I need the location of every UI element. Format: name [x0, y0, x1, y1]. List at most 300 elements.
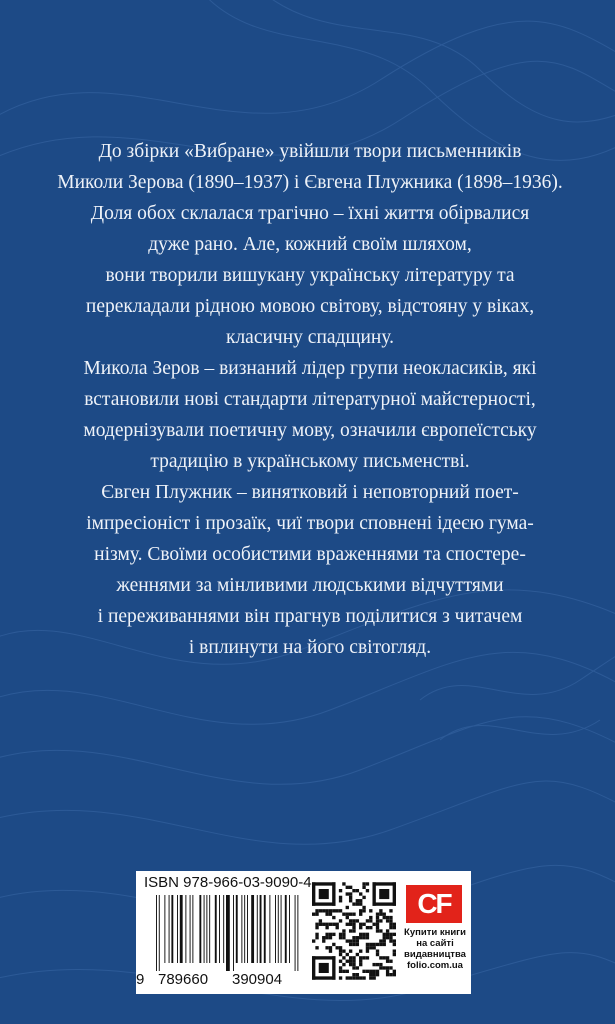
qr-module — [312, 913, 315, 916]
blurb-line: Євген Плужник – винятковий і неповторний поет- — [101, 482, 519, 503]
qr-module — [379, 939, 382, 942]
barcode-bar — [236, 895, 238, 963]
barcode-bar — [185, 895, 186, 963]
qr-module — [339, 896, 342, 899]
qr-module — [376, 929, 379, 932]
qr-module — [383, 936, 386, 939]
qr-module — [369, 976, 372, 979]
qr-module — [356, 899, 359, 902]
qr-module — [389, 923, 392, 926]
qr-module — [376, 949, 379, 952]
qr-module — [349, 923, 352, 926]
publisher-buy-note — [402, 927, 468, 971]
qr-module — [332, 923, 335, 926]
qr-module — [332, 916, 335, 919]
qr-module — [322, 909, 325, 912]
blurb-line: нізму. Своїми особистими враженнями та спостере- — [94, 544, 526, 565]
buy-line: на сайті — [416, 938, 454, 949]
qr-module — [359, 976, 362, 979]
qr-module — [319, 909, 322, 912]
qr-module — [339, 919, 342, 922]
qr-module — [393, 923, 396, 926]
qr-module — [356, 902, 359, 905]
qr-module — [349, 956, 352, 959]
barcode-bar — [275, 895, 276, 963]
qr-module — [393, 953, 396, 956]
qr-module — [366, 882, 369, 885]
qr-module — [319, 923, 322, 926]
qr-module — [372, 882, 375, 906]
blurb-line: перекладали рідною мовою світову, відстояну у віках, — [85, 296, 535, 317]
ean-barcode — [144, 895, 302, 971]
qr-module — [372, 973, 375, 976]
barcode-bar — [233, 895, 234, 971]
barcode-bar — [269, 895, 270, 963]
qr-module — [359, 923, 362, 926]
qr-module — [389, 966, 392, 969]
qr-module — [386, 936, 389, 939]
qr-module — [325, 946, 328, 949]
qr-module — [336, 926, 339, 929]
qr-module — [325, 926, 328, 929]
qr-module — [342, 963, 345, 966]
blurb-line: женнями за мінливими людськими відчуттями — [116, 575, 504, 596]
qr-module — [366, 933, 369, 936]
qr-module — [315, 946, 318, 949]
qr-module — [366, 943, 369, 946]
qr-module — [383, 913, 386, 916]
qr-module — [332, 882, 335, 906]
qr-module — [376, 916, 379, 919]
buy-line: Купити книги — [404, 927, 466, 938]
qr-module — [352, 919, 355, 922]
qr-module — [339, 936, 342, 939]
qr-module — [362, 906, 365, 909]
qr-module — [359, 892, 362, 895]
qr-module — [376, 973, 379, 976]
qr-module — [339, 960, 342, 963]
barcode-digits-right: 390904 — [232, 971, 283, 988]
qr-module — [325, 923, 328, 926]
qr-module — [349, 919, 352, 922]
qr-module — [312, 882, 315, 906]
qr-module — [386, 919, 389, 922]
qr-module — [322, 936, 325, 939]
blurb-line: встановили нові стандарти літературної майстерності, — [84, 389, 536, 410]
qr-module — [329, 946, 332, 949]
qr-module — [359, 963, 362, 966]
qr-module — [352, 923, 355, 926]
blurb-line: і переживаннями він прагнув поділитися з читачем — [97, 606, 523, 627]
qr-module — [352, 929, 355, 932]
qr-module — [349, 929, 352, 932]
barcode-bar — [206, 895, 207, 963]
qr-module — [376, 970, 379, 973]
qr-module — [362, 933, 365, 936]
qr-module — [339, 966, 342, 969]
qr-module — [325, 913, 328, 916]
qr-module — [386, 933, 389, 936]
qr-module — [352, 889, 355, 892]
qr-module — [389, 926, 392, 929]
barcode-bar — [244, 895, 245, 963]
qr-module — [315, 913, 318, 916]
qr-module — [366, 949, 369, 952]
qr-module — [352, 926, 355, 929]
qr-module — [356, 966, 359, 969]
barcode-bar — [241, 895, 242, 963]
qr-module — [359, 913, 362, 916]
qr-module — [362, 956, 365, 959]
qr-module — [342, 956, 345, 959]
qr-module — [349, 943, 352, 946]
barcode-bar — [251, 895, 254, 963]
barcode-bar — [285, 895, 287, 963]
qr-module — [393, 949, 396, 952]
qr-module — [386, 966, 389, 969]
qr-module — [315, 909, 318, 912]
qr-module — [379, 909, 382, 912]
qr-module — [386, 970, 389, 973]
qr-module — [342, 936, 345, 939]
qr-module — [389, 919, 392, 922]
barcode-bar — [219, 895, 220, 963]
qr-module — [336, 946, 339, 949]
qr-module — [325, 933, 328, 936]
qr-module — [349, 963, 352, 966]
qr-module — [369, 926, 372, 929]
qr-module — [356, 953, 359, 956]
qr-module — [376, 919, 379, 922]
qr-module — [389, 933, 392, 936]
qr-code — [312, 881, 396, 981]
qr-module — [366, 889, 369, 892]
qr-module — [346, 939, 349, 942]
qr-module — [312, 902, 336, 905]
qr-module — [352, 913, 355, 916]
qr-module — [352, 966, 355, 969]
qr-module — [362, 970, 365, 973]
qr-module — [346, 886, 349, 889]
barcode-digits-left: 789660 — [158, 971, 209, 988]
qr-module — [346, 976, 349, 979]
qr-module — [339, 899, 342, 902]
barcode-bar — [215, 895, 217, 963]
qr-module — [383, 943, 386, 946]
blurb-line: дуже рано. Але, кожний своїм шляхом, — [148, 234, 472, 255]
qr-module — [376, 913, 379, 916]
qr-module — [356, 976, 359, 979]
qr-module — [349, 949, 352, 952]
qr-module — [359, 899, 362, 902]
qr-module — [325, 936, 328, 939]
qr-module — [342, 970, 345, 973]
qr-module — [386, 929, 389, 932]
qr-module — [376, 923, 379, 926]
qr-module — [319, 889, 329, 899]
qr-module — [312, 939, 315, 942]
qr-module — [329, 913, 332, 916]
qr-module — [336, 909, 339, 912]
qr-module — [339, 946, 342, 949]
qr-module — [356, 936, 359, 939]
qr-module — [366, 936, 369, 939]
qr-module — [339, 976, 342, 979]
qr-module — [349, 896, 352, 899]
barcode-bar — [180, 895, 183, 963]
qr-module — [356, 919, 359, 922]
qr-module — [372, 902, 396, 905]
qr-module — [393, 943, 396, 946]
qr-module — [349, 939, 352, 942]
blurb-line: модернізували поетичну мову, означили європеїстську — [83, 420, 537, 441]
qr-module — [346, 906, 349, 909]
barcode-bar — [159, 895, 160, 971]
qr-module — [383, 956, 386, 959]
qr-module — [379, 966, 382, 969]
barcode-bar — [260, 895, 262, 963]
qr-module — [342, 933, 345, 936]
barcode-bar — [295, 895, 296, 971]
barcode-bar — [169, 895, 170, 963]
qr-module — [352, 943, 355, 946]
qr-module — [372, 882, 396, 885]
publisher-url[interactable]: folio.com.ua — [407, 960, 463, 971]
qr-module — [369, 970, 372, 973]
buy-line: видавництва — [404, 949, 466, 960]
qr-module — [362, 886, 365, 889]
qr-module — [356, 973, 359, 976]
qr-module — [352, 960, 355, 963]
qr-module — [315, 936, 318, 939]
qr-module — [315, 926, 318, 929]
qr-module — [356, 943, 359, 946]
qr-module — [312, 882, 336, 885]
back-cover-blurb — [30, 136, 590, 663]
qr-module — [356, 939, 359, 942]
qr-module — [386, 916, 389, 919]
qr-module — [393, 882, 396, 906]
barcode-bar — [278, 895, 279, 963]
qr-module — [362, 923, 365, 926]
qr-module — [379, 919, 382, 922]
qr-module — [352, 902, 355, 905]
blurb-line: До збірки «Вибране» увійшли твори письменників — [98, 141, 522, 162]
qr-module — [342, 929, 345, 932]
qr-module — [362, 936, 365, 939]
qr-module — [359, 949, 362, 952]
qr-module — [383, 939, 386, 942]
qr-module — [349, 913, 352, 916]
qr-module — [389, 939, 392, 942]
barcode-digit-lead: 9 — [136, 971, 145, 988]
qr-module — [322, 923, 325, 926]
qr-module — [339, 889, 342, 892]
barcode-bar — [192, 895, 193, 963]
qr-module — [389, 960, 392, 963]
blurb-line: Микола Зеров – визнаний лідер групи неокласиків, які — [83, 358, 537, 379]
qr-module — [366, 926, 369, 929]
qr-module — [332, 956, 335, 980]
qr-module — [352, 956, 355, 959]
qr-module — [339, 970, 342, 973]
qr-module — [322, 939, 325, 942]
qr-module — [352, 976, 355, 979]
qr-module — [349, 976, 352, 979]
qr-module — [372, 976, 375, 979]
qr-module — [346, 960, 349, 963]
qr-module — [366, 956, 369, 959]
qr-module — [332, 909, 335, 912]
qr-module — [379, 943, 382, 946]
qr-module — [393, 970, 396, 973]
qr-module — [319, 919, 322, 922]
qr-module — [393, 973, 396, 976]
qr-module — [329, 936, 332, 939]
qr-module — [372, 923, 375, 926]
qr-module — [339, 933, 342, 936]
qr-module — [312, 976, 336, 979]
blurb-line: класичну спадщину. — [225, 327, 395, 348]
qr-module — [379, 929, 382, 932]
qr-module — [366, 946, 369, 949]
qr-module — [356, 889, 359, 892]
qr-module — [362, 976, 365, 979]
blurb-paragraph-1 — [30, 136, 590, 353]
qr-module — [369, 909, 372, 912]
barcode-bar — [164, 895, 165, 963]
publisher-logo-text: CF — [417, 888, 451, 919]
qr-module — [386, 956, 389, 959]
qr-module — [342, 913, 345, 916]
qr-module — [349, 886, 352, 889]
qr-module — [315, 923, 318, 926]
qr-module — [329, 949, 332, 952]
qr-module — [393, 933, 396, 936]
qr-module — [376, 963, 379, 966]
blurb-line: Доля обох склалася трагічно – їхні життя обірвалися — [90, 203, 530, 224]
barcode-bar — [247, 895, 248, 963]
qr-module — [359, 909, 362, 912]
qr-module — [319, 963, 329, 973]
barcode-bar — [226, 895, 230, 971]
qr-module — [359, 936, 362, 939]
barcode-bar — [156, 895, 157, 971]
qr-module — [372, 946, 375, 949]
qr-module — [325, 909, 328, 912]
qr-module — [386, 973, 389, 976]
qr-module — [393, 926, 396, 929]
qr-module — [369, 916, 372, 919]
barcode-bar — [289, 895, 290, 963]
qr-module — [359, 933, 362, 936]
qr-module — [359, 902, 362, 905]
qr-module — [329, 909, 332, 912]
blurb-paragraph-2 — [30, 353, 590, 477]
qr-module — [372, 970, 375, 973]
qr-module — [369, 943, 372, 946]
qr-module — [362, 909, 365, 912]
blurb-line: Миколи Зерова (1890–1937) і Євгена Плужника (1898–1936). — [57, 172, 563, 193]
qr-module — [393, 939, 396, 942]
qr-module — [386, 960, 389, 963]
blurb-line: і вплинути на його світогляд. — [188, 637, 432, 658]
qr-module — [339, 949, 342, 952]
qr-module — [372, 963, 375, 966]
qr-module — [336, 923, 339, 926]
qr-module — [366, 919, 369, 922]
qr-module — [376, 926, 379, 929]
qr-module — [346, 970, 349, 973]
barcode-bar — [281, 895, 282, 963]
qr-module — [332, 933, 335, 936]
blurb-line: імпресіоніст і прозаїк, чиї твори сповнені ідеєю гума- — [86, 513, 534, 534]
barcode-bar — [177, 895, 178, 963]
qr-module — [379, 963, 382, 966]
qr-module — [359, 960, 362, 963]
qr-module — [379, 889, 389, 899]
qr-module — [346, 923, 349, 926]
barcode-bar — [209, 895, 210, 963]
barcode-bar — [264, 895, 266, 963]
qr-module — [339, 953, 342, 956]
qr-module — [366, 970, 369, 973]
qr-module — [346, 892, 349, 895]
qr-module — [342, 882, 345, 885]
qr-module — [369, 946, 372, 949]
barcode-bar — [171, 895, 173, 963]
qr-module — [346, 953, 349, 956]
isbn-label: ISBN 978-966-03-9090-4 — [144, 874, 312, 891]
qr-module — [372, 943, 375, 946]
qr-module — [389, 936, 392, 939]
qr-module — [389, 916, 392, 919]
qr-module — [352, 973, 355, 976]
qr-module — [379, 913, 382, 916]
qr-module — [389, 973, 392, 976]
qr-module — [383, 966, 386, 969]
qr-module — [383, 916, 386, 919]
barcode-bar — [297, 895, 298, 971]
blurb-line: вони творили вишукану українську літературу та — [105, 265, 515, 286]
qr-module — [312, 956, 336, 959]
qr-module — [329, 933, 332, 936]
qr-module — [349, 892, 352, 895]
qr-module — [332, 943, 335, 946]
barcode-bar — [190, 895, 191, 963]
barcode-bar — [204, 895, 205, 963]
qr-module — [346, 916, 349, 919]
barcode-bar — [257, 895, 258, 963]
qr-module — [342, 949, 345, 952]
publisher-logo — [406, 885, 462, 923]
qr-module — [329, 923, 332, 926]
qr-module — [376, 943, 379, 946]
qr-module — [359, 926, 362, 929]
qr-module — [352, 939, 355, 942]
qr-module — [362, 882, 365, 885]
qr-module — [352, 936, 355, 939]
qr-module — [379, 956, 382, 959]
qr-module — [376, 953, 379, 956]
qr-module — [346, 913, 349, 916]
qr-module — [383, 933, 386, 936]
barcode-bar — [223, 895, 224, 963]
qr-module — [369, 973, 372, 976]
qr-module — [362, 896, 365, 899]
qr-module — [312, 956, 315, 980]
barcode-bar — [199, 895, 201, 963]
